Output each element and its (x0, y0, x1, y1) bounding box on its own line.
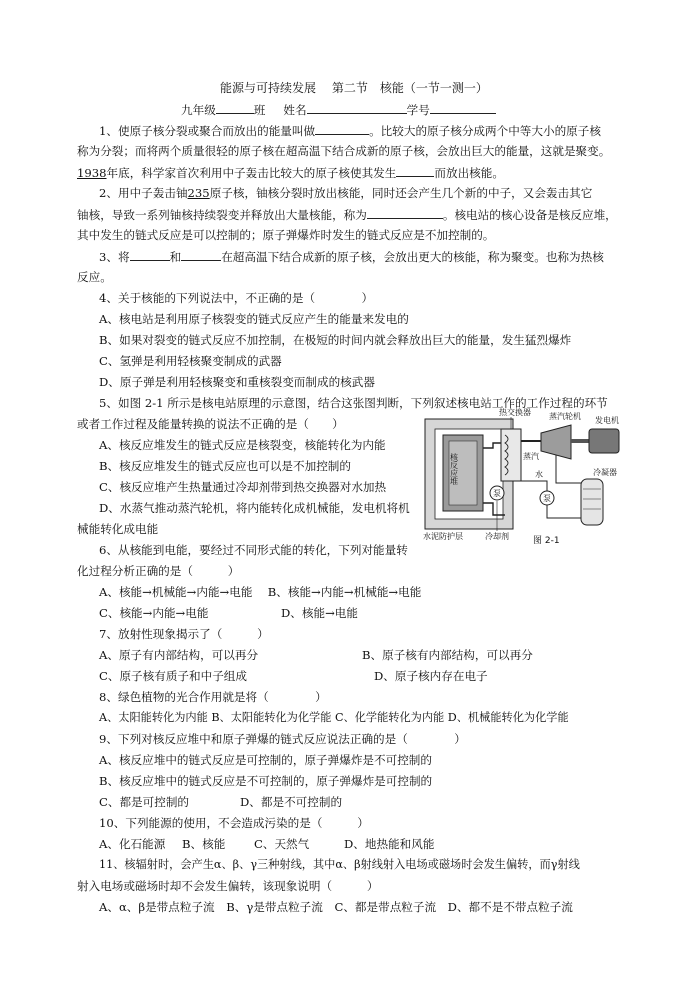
q4-option-b[interactable]: B、如果对裂变的链式反应不加控制，在极短的时间内就会释放出巨大的能量，发生猛烈爆炸 (99, 333, 572, 347)
q10-stem: 10、下列能源的使用，不会造成污染的是（ ） (99, 816, 369, 830)
q3-line2: 反应。 (77, 270, 112, 284)
class-label: 班 (253, 103, 266, 117)
q7-option-b[interactable]: B、原子核有内部结构，可以再分 (362, 648, 533, 662)
steam-label: 蒸汽 (523, 452, 539, 461)
figure-caption: 图 2-1 (533, 536, 560, 546)
q5-option-c[interactable]: C、核反应堆产生热量通过冷却剂带到热交换器对水加热 (99, 480, 387, 494)
q2-line3: 其中发生的链式反应是可以控制的；原子弹爆炸时发生的链式反应是不加控制的。 (77, 228, 495, 242)
generator-label: 发电机 (595, 416, 619, 425)
q9-stem: 9、下列对核反应堆中和原子弹爆的链式反应说法正确的是（ ） (99, 732, 466, 746)
q10-option-d[interactable]: D、地热能和风能 (344, 837, 435, 851)
condenser-label: 冷凝器 (593, 468, 617, 477)
name-label: 姓名 (283, 103, 307, 117)
q8-options[interactable]: A、太阳能转化为内能 B、太阳能转化为化学能 C、化学能转化为内能 D、机械能转化为化学能 (99, 711, 569, 724)
steam-turbine-label: 蒸汽轮机 (549, 412, 581, 421)
q6-option-d[interactable]: D、核能→电能 (281, 606, 358, 620)
q5-option-d[interactable]: D、水蒸气推动蒸汽轮机，将内能转化成机械能，发电机将机 (99, 501, 410, 515)
q8-stem: 8、绿色植物的光合作用就是将（ ） (99, 690, 327, 704)
name-blank[interactable] (307, 102, 407, 114)
q1-blank2[interactable] (396, 165, 434, 177)
q5-option-d-cont: 械能转化成电能 (77, 522, 159, 536)
q3-line1: 3、将 和 在超高温下结合成新的原子核，会放出更大的核能，称为聚变。也称为热核 (99, 250, 604, 264)
grade-blank[interactable] (216, 102, 254, 114)
q11-line2: 射入电场或磁场时却不会发生偏转，该现象说明（ ） (77, 879, 379, 893)
q4-stem: 4、关于核能的下列说法中，不正确的是（ ） (99, 291, 374, 305)
q6-option-c[interactable]: C、核能→内能→电能 (99, 606, 209, 620)
q5-line1: 5、如图 2-1 所示是核电站原理的示意图，结合这张图判断，下列叙述核电站工作的工作过程的环节 (99, 396, 608, 410)
q7-option-a[interactable]: A、原子有内部结构，可以再分 (99, 648, 259, 662)
q6-options-ab[interactable]: A、核能→机械能→内能→电能 B、核能→内能→机械能→电能 (99, 585, 422, 599)
q9-option-b[interactable]: B、核反应堆中的链式反应是不可控制的，原子弹爆炸是可控制的 (99, 774, 433, 788)
number-blank[interactable] (430, 102, 496, 114)
water-label: 水 (535, 470, 543, 479)
q6-line1: 6、从核能到电能，要经过不同形式能的转化，下列对能量转 (99, 543, 408, 557)
q7-option-d[interactable]: D、原子核内存在电子 (374, 669, 488, 683)
generator (589, 429, 619, 453)
q9-option-c[interactable]: C、都是可控制的 (99, 795, 190, 809)
q3-blank1[interactable] (130, 249, 170, 261)
q9-option-a[interactable]: A、核反应堆中的链式反应是可控制的，原子弹爆炸是不可控制的 (99, 753, 432, 767)
q7-stem: 7、放射性现象揭示了（ ） (99, 627, 269, 641)
q1-blank1[interactable] (315, 123, 369, 135)
number-label: 学号 (406, 103, 430, 117)
page-title: 能源与可持续发展 第二节 核能（一节一测一） (220, 81, 488, 95)
q5-option-b[interactable]: B、核反应堆发生的链式反应也可以是不加控制的 (99, 459, 351, 473)
q1-line3: 1938年底，科学家首次利用中子轰击比较大的原子核使其发生 而放出核能。 (77, 166, 504, 180)
q2-blank[interactable] (367, 207, 443, 219)
q2-line2: 铀核，导致一系列铀核持续裂变并释放出大量核能，称为 。核电站的核心设备是核反应堆， (77, 208, 617, 222)
reactor-label-1: 核反应堆 (449, 453, 459, 485)
pump-label-1: 泵 (493, 489, 501, 498)
q5-line2: 或者工作过程及能量转换的说法不正确的是（ ） (77, 417, 344, 431)
q4-option-c[interactable]: C、氢弹是利用轻核聚变制成的武器 (99, 354, 282, 368)
q11-options[interactable]: A、α、β是带点粒子流 B、γ是带点粒子流 C、都是带点粒子流 D、都不是不带点粒子流 (99, 900, 573, 914)
coolant-label: 冷却剂 (485, 532, 509, 541)
nuclear-plant-diagram (421, 403, 635, 548)
condenser (581, 479, 603, 525)
q9-option-d[interactable]: D、都是不可控制的 (240, 795, 343, 809)
q10-option-b[interactable]: B、核能 (182, 837, 226, 851)
heat-exchanger (501, 429, 521, 481)
pump-label-2: 泵 (543, 494, 551, 503)
steam-turbine (541, 425, 571, 459)
q10-option-c[interactable]: C、天然气 (254, 837, 310, 851)
q5-option-a[interactable]: A、核反应堆发生的链式反应是核裂变，核能转化为内能 (99, 438, 386, 452)
q11-line1: 11、核辐射时，会产生α、β、γ三种射线，其中α、β射线射入电场或磁场时会发生偏转，而γ射线 (99, 858, 580, 871)
q1-line1: 1、使原子核分裂或聚合而放出的能量叫做 。比较大的原子核分成两个中等大小的原子核 (99, 124, 601, 138)
q10-option-a[interactable]: A、化石能源 (99, 837, 166, 851)
grade-label: 九年级 (181, 103, 216, 117)
student-info-line (181, 102, 496, 117)
q3-blank2[interactable] (181, 249, 221, 261)
heat-exchanger-label: 热交换器 (499, 408, 531, 417)
concrete-label: 水泥防护层 (423, 532, 463, 541)
q2-line1: 2、用中子轰击铀235原子核，铀核分裂时放出核能，同时还会产生几个新的中子，又会轰击其它 (99, 186, 593, 200)
q4-option-d[interactable]: D、原子弹是利用轻核聚变和重核裂变而制成的核武器 (99, 375, 375, 389)
q6-line2: 化过程分析正确的是（ ） (77, 564, 240, 578)
q1-line2: 称为分裂；而将两个质量很轻的原子核在超高温下结合成新的原子核，会放出巨大的能量，这就是聚变。 (77, 144, 611, 158)
q4-option-a[interactable]: A、核电站是利用原子核裂变的链式反应产生的能量来发电的 (99, 312, 409, 326)
q7-option-c[interactable]: C、原子核有质子和中子组成 (99, 669, 247, 683)
